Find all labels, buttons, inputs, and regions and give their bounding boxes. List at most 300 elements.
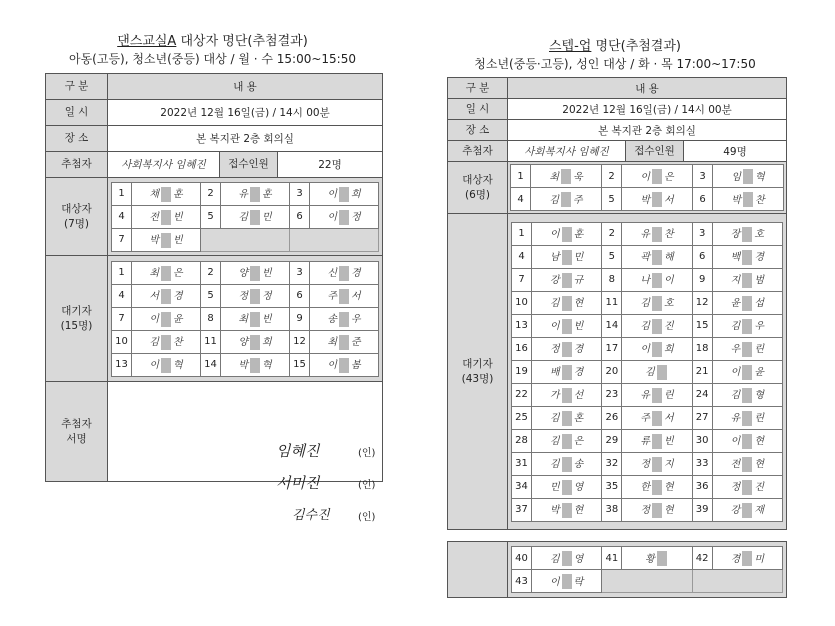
name-last-char: 민 xyxy=(262,212,272,224)
entry-number: 11 xyxy=(602,291,622,314)
name-first-char: 이 xyxy=(549,229,560,241)
redaction-mark xyxy=(742,365,752,380)
name-last-char: 빈 xyxy=(173,235,183,247)
redaction-mark xyxy=(339,210,349,225)
entry-name xyxy=(532,268,602,291)
seal-2: (인) xyxy=(358,479,376,491)
redaction-mark xyxy=(742,503,752,518)
name-last-char: 주 xyxy=(573,194,583,206)
grid-row xyxy=(511,165,784,188)
redaction-mark xyxy=(562,227,572,242)
right-waiting-label: 대기자 (43명) xyxy=(448,214,508,530)
entry-number: 35 xyxy=(602,475,622,498)
redaction-mark xyxy=(562,503,572,518)
redaction-mark xyxy=(250,187,260,202)
redaction-mark xyxy=(339,266,349,281)
name-first-char: 김 xyxy=(238,212,248,224)
redaction-mark xyxy=(250,289,260,304)
right-title-program: 스텝-업 xyxy=(549,39,592,54)
entry-number: 3 xyxy=(693,165,713,188)
entry-number: 5 xyxy=(201,284,221,307)
entry-name xyxy=(712,268,782,291)
entry-number: 2 xyxy=(602,222,622,245)
entry-name xyxy=(532,337,602,360)
name-last-char: 재 xyxy=(754,505,764,517)
entry-name xyxy=(622,314,692,337)
left-title-program: 댄스교실A xyxy=(117,34,177,49)
left-count-label: 접수인원 xyxy=(220,152,278,178)
entry-number: 23 xyxy=(602,383,622,406)
entry-number: 26 xyxy=(602,406,622,429)
name-first-char: 정 xyxy=(238,291,248,303)
name-last-char: 형 xyxy=(754,390,764,402)
grid-row xyxy=(512,570,783,593)
name-last-char: 민 xyxy=(573,252,584,264)
name-first-char: 서 xyxy=(149,291,159,303)
name-first-char: 김 xyxy=(149,337,159,349)
entry-number: 14 xyxy=(201,353,221,376)
name-first-char: 장 xyxy=(730,229,741,241)
redaction-mark xyxy=(339,358,349,373)
redaction-mark xyxy=(743,169,753,184)
entry-name xyxy=(712,314,782,337)
name-last-char: 훈 xyxy=(573,229,584,241)
right-waiting-grid xyxy=(511,222,783,522)
entry-number: 6 xyxy=(692,245,712,268)
entry-name xyxy=(712,547,782,570)
redaction-mark xyxy=(652,388,662,403)
left-selected-grid xyxy=(111,182,379,252)
name-first-char: 김 xyxy=(645,367,655,379)
name-last-char: 정 xyxy=(351,212,361,224)
entry-name xyxy=(310,261,379,284)
entry-name xyxy=(622,452,692,475)
entry-number: 4 xyxy=(112,284,132,307)
redaction-mark xyxy=(562,457,572,472)
grid-row xyxy=(112,330,379,353)
redaction-mark xyxy=(652,457,662,472)
left-drawer-value: 사회복지사 임혜진 xyxy=(108,152,220,178)
entry-number: 1 xyxy=(112,182,132,205)
name-last-char: 봄 xyxy=(351,360,361,372)
entry-number: 4 xyxy=(511,188,531,211)
entry-number: 22 xyxy=(512,383,532,406)
redaction-mark xyxy=(161,266,171,281)
redaction-mark xyxy=(652,192,662,207)
right-title-rest: 명단(추첨결과) xyxy=(591,39,681,54)
entry-number: 16 xyxy=(512,337,532,360)
name-first-char: 민 xyxy=(549,482,560,494)
entry-number: 33 xyxy=(692,452,712,475)
name-last-char: 윤 xyxy=(173,314,183,326)
entry-name xyxy=(310,307,379,330)
name-last-char: 희 xyxy=(663,344,674,356)
name-first-char: 박 xyxy=(549,505,560,517)
entry-name xyxy=(531,188,602,211)
entry-name xyxy=(132,307,201,330)
entry-name xyxy=(132,261,201,284)
entry-name xyxy=(622,406,692,429)
name-first-char: 가 xyxy=(549,390,560,402)
entry-name xyxy=(622,475,692,498)
name-first-char: 정 xyxy=(549,344,560,356)
redaction-mark xyxy=(742,342,752,357)
name-last-char: 훈 xyxy=(173,189,183,201)
redaction-mark xyxy=(339,187,349,202)
entry-name xyxy=(221,284,290,307)
grid-row xyxy=(512,291,783,314)
name-first-char: 정 xyxy=(730,482,741,494)
entry-number: 39 xyxy=(692,498,712,521)
name-first-char: 이 xyxy=(327,189,337,201)
name-last-char: 범 xyxy=(754,275,764,287)
grid-row xyxy=(511,188,784,211)
right-drawer-label: 추첨자 xyxy=(448,141,508,162)
entry-name xyxy=(712,337,782,360)
name-first-char: 한 xyxy=(640,482,650,494)
name-last-char: 희 xyxy=(351,189,361,201)
name-last-char: 우 xyxy=(351,314,361,326)
right-date-value: 2022년 12월 16일(금) / 14시 00분 xyxy=(508,99,787,120)
name-last-char: 현 xyxy=(663,505,674,517)
name-first-char: 박 xyxy=(731,194,741,206)
entry-name xyxy=(712,429,782,452)
name-last-char: 현 xyxy=(754,459,764,471)
left-date-label: 일 시 xyxy=(46,100,108,126)
right-selected-grid xyxy=(510,164,784,211)
name-first-char: 남 xyxy=(549,252,560,264)
right-drawer-value: 사회복지사 임혜진 xyxy=(508,141,626,162)
redaction-mark xyxy=(339,335,349,350)
entry-number: 31 xyxy=(512,452,532,475)
left-count-value: 22명 xyxy=(278,152,383,178)
grid-row xyxy=(512,222,783,245)
entry-name xyxy=(132,353,201,376)
left-waiting-label: 대기자 (15명) xyxy=(46,256,108,382)
signature-2: 서미진 xyxy=(276,473,320,492)
name-last-char: 송 xyxy=(573,459,584,471)
name-last-char: 경 xyxy=(573,367,584,379)
right-header-label: 구 분 xyxy=(448,78,508,99)
entry-name xyxy=(622,268,692,291)
entry-name xyxy=(622,429,692,452)
name-first-char: 이 xyxy=(549,576,560,588)
entry-name xyxy=(132,330,201,353)
entry-name xyxy=(221,307,290,330)
entry-name xyxy=(532,498,602,521)
redaction-mark xyxy=(652,503,662,518)
name-last-char: 서 xyxy=(664,194,674,206)
redaction-mark xyxy=(652,411,662,426)
name-last-char: 린 xyxy=(754,344,764,356)
name-first-char: 황 xyxy=(645,553,655,565)
redaction-mark xyxy=(562,480,572,495)
redaction-mark xyxy=(742,411,752,426)
entry-name xyxy=(531,165,602,188)
name-last-char: 정 xyxy=(262,291,272,303)
redaction-mark xyxy=(339,289,349,304)
entry-number: 8 xyxy=(602,268,622,291)
redaction-mark xyxy=(562,273,572,288)
name-first-char: 강 xyxy=(549,275,560,287)
entry-number: 12 xyxy=(692,291,712,314)
redaction-mark xyxy=(652,319,662,334)
grid-row xyxy=(512,314,783,337)
redaction-mark xyxy=(742,273,752,288)
name-first-char: 유 xyxy=(640,390,650,402)
entry-name xyxy=(622,245,692,268)
name-first-char: 김 xyxy=(549,194,559,206)
entry-number: 5 xyxy=(602,245,622,268)
entry-number: 11 xyxy=(201,330,221,353)
redaction-mark xyxy=(561,192,571,207)
left-waiting-grid xyxy=(111,261,379,377)
grid-row xyxy=(512,383,783,406)
redaction-mark xyxy=(161,289,171,304)
entry-name xyxy=(221,182,290,205)
redaction-mark xyxy=(742,296,752,311)
name-first-char: 경 xyxy=(730,553,741,565)
grid-row xyxy=(112,353,379,376)
name-last-char: 훈 xyxy=(262,189,272,201)
entry-number: 13 xyxy=(512,314,532,337)
name-first-char: 이 xyxy=(640,344,650,356)
right-count-value: 49명 xyxy=(684,141,787,162)
entry-number: 34 xyxy=(512,475,532,498)
redaction-mark xyxy=(161,358,171,373)
name-last-char: 현 xyxy=(573,505,584,517)
right-header-value: 내 용 xyxy=(508,78,787,99)
entry-number: 36 xyxy=(692,475,712,498)
name-first-char: 정 xyxy=(640,459,650,471)
entry-number: 9 xyxy=(692,268,712,291)
name-last-char: 은 xyxy=(664,171,674,183)
name-first-char: 김 xyxy=(730,321,741,333)
seal-1: (인) xyxy=(358,447,376,459)
right-extra-grid xyxy=(511,546,783,593)
entry-name xyxy=(532,222,602,245)
redaction-mark xyxy=(562,411,572,426)
entry-number: 2 xyxy=(201,182,221,205)
empty-cell xyxy=(201,228,290,251)
grid-row xyxy=(112,228,379,251)
grid-row xyxy=(112,182,379,205)
name-first-char: 유 xyxy=(640,229,650,241)
redaction-mark xyxy=(250,210,260,225)
name-last-char: 미 xyxy=(754,553,764,565)
name-first-char: 박 xyxy=(149,235,159,247)
name-first-char: 채 xyxy=(149,189,159,201)
redaction-mark xyxy=(161,233,171,248)
redaction-mark xyxy=(742,319,752,334)
redaction-mark xyxy=(250,312,260,327)
redaction-mark xyxy=(657,551,667,566)
redaction-mark xyxy=(652,342,662,357)
name-first-char: 이 xyxy=(730,367,741,379)
empty-cell xyxy=(692,570,782,593)
entry-number: 12 xyxy=(290,330,310,353)
left-place-value: 본 복지관 2층 회의실 xyxy=(108,126,383,152)
entry-name xyxy=(622,188,693,211)
grid-row xyxy=(512,268,783,291)
redaction-mark xyxy=(250,358,260,373)
name-first-char: 최 xyxy=(327,337,337,349)
entry-number: 10 xyxy=(512,291,532,314)
entry-number: 1 xyxy=(511,165,531,188)
redaction-mark xyxy=(743,192,753,207)
redaction-mark xyxy=(742,551,752,566)
entry-number: 1 xyxy=(512,222,532,245)
grid-row xyxy=(512,245,783,268)
name-last-char: 혁 xyxy=(262,360,272,372)
name-first-char: 최 xyxy=(549,171,559,183)
entry-name xyxy=(532,314,602,337)
entry-name xyxy=(310,330,379,353)
entry-number: 6 xyxy=(290,284,310,307)
name-last-char: 윤 xyxy=(754,367,764,379)
redaction-mark xyxy=(250,266,260,281)
name-last-char: 규 xyxy=(573,275,584,287)
entry-number: 41 xyxy=(602,547,622,570)
name-first-char: 김 xyxy=(549,436,560,448)
name-first-char: 이 xyxy=(149,360,159,372)
entry-number: 14 xyxy=(602,314,622,337)
grid-row xyxy=(512,475,783,498)
entry-name xyxy=(132,228,201,251)
name-last-char: 영 xyxy=(573,553,584,565)
entry-name xyxy=(712,245,782,268)
entry-number: 10 xyxy=(112,330,132,353)
entry-number: 28 xyxy=(512,429,532,452)
name-first-char: 이 xyxy=(730,436,741,448)
entry-name xyxy=(713,188,784,211)
entry-number: 18 xyxy=(692,337,712,360)
left-drawer-label: 추첨자 xyxy=(46,152,108,178)
entry-number: 6 xyxy=(693,188,713,211)
empty-cell xyxy=(290,228,379,251)
entry-name xyxy=(221,261,290,284)
name-first-char: 배 xyxy=(549,367,560,379)
signature-1: 임혜진 xyxy=(276,441,320,460)
name-last-char: 혼 xyxy=(573,413,584,425)
name-first-char: 김 xyxy=(549,298,560,310)
name-last-char: 준 xyxy=(351,337,361,349)
name-last-char: 해 xyxy=(663,252,674,264)
entry-name xyxy=(532,406,602,429)
entry-name xyxy=(532,291,602,314)
entry-number: 7 xyxy=(112,307,132,330)
right-count-label: 접수인원 xyxy=(626,141,684,162)
name-last-char: 호 xyxy=(754,229,764,241)
entry-name xyxy=(712,360,782,383)
name-first-char: 전 xyxy=(149,212,159,224)
name-last-char: 경 xyxy=(173,291,183,303)
name-first-char: 유 xyxy=(238,189,248,201)
redaction-mark xyxy=(652,169,662,184)
entry-number: 40 xyxy=(512,547,532,570)
name-last-char: 빈 xyxy=(262,268,272,280)
name-last-char: 선 xyxy=(573,390,584,402)
left-title xyxy=(45,30,380,49)
entry-name xyxy=(712,406,782,429)
redaction-mark xyxy=(742,480,752,495)
right-continuation-table xyxy=(447,541,787,598)
entry-number: 5 xyxy=(201,205,221,228)
entry-name xyxy=(310,353,379,376)
entry-name xyxy=(622,165,693,188)
name-last-char: 경 xyxy=(351,268,361,280)
name-first-char: 전 xyxy=(730,459,741,471)
entry-number: 7 xyxy=(512,268,532,291)
entry-number: 3 xyxy=(290,182,310,205)
name-last-char: 욱 xyxy=(573,171,583,183)
name-last-char: 경 xyxy=(754,252,764,264)
entry-number: 17 xyxy=(602,337,622,360)
redaction-mark xyxy=(652,227,662,242)
entry-number: 5 xyxy=(602,188,622,211)
entry-number: 7 xyxy=(112,228,132,251)
name-first-char: 윤 xyxy=(730,298,741,310)
seal-3: (인) xyxy=(358,511,376,523)
entry-number: 13 xyxy=(112,353,132,376)
grid-row xyxy=(112,261,379,284)
entry-name xyxy=(712,475,782,498)
entry-number: 21 xyxy=(692,360,712,383)
entry-name xyxy=(712,291,782,314)
redaction-mark xyxy=(742,434,752,449)
name-first-char: 곽 xyxy=(640,252,650,264)
left-selected-label: 대상자 (7명) xyxy=(46,178,108,256)
entry-number: 15 xyxy=(692,314,712,337)
name-first-char: 주 xyxy=(640,413,650,425)
entry-name xyxy=(622,360,692,383)
entry-name xyxy=(532,452,602,475)
name-last-char: 지 xyxy=(663,459,674,471)
redaction-mark xyxy=(742,388,752,403)
name-first-char: 양 xyxy=(238,268,248,280)
entry-number: 32 xyxy=(602,452,622,475)
name-first-char: 백 xyxy=(730,252,741,264)
name-first-char: 김 xyxy=(640,321,650,333)
grid-row xyxy=(512,547,783,570)
redaction-mark xyxy=(562,250,572,265)
entry-number: 3 xyxy=(290,261,310,284)
entry-number: 43 xyxy=(512,570,532,593)
redaction-mark xyxy=(161,335,171,350)
entry-name xyxy=(532,547,602,570)
right-place-value: 본 복지관 2층 회의실 xyxy=(508,120,787,141)
name-last-char: 빈 xyxy=(262,314,272,326)
redaction-mark xyxy=(562,342,572,357)
entry-number: 27 xyxy=(692,406,712,429)
name-first-char: 양 xyxy=(238,337,248,349)
name-first-char: 정 xyxy=(640,505,650,517)
entry-number: 9 xyxy=(290,307,310,330)
redaction-mark xyxy=(562,296,572,311)
grid-row xyxy=(512,337,783,360)
entry-name xyxy=(712,222,782,245)
redaction-mark xyxy=(339,312,349,327)
name-last-char: 빈 xyxy=(663,436,674,448)
right-subtitle: 청소년(중등·고등), 성인 대상 / 화 · 목 17:00~17:50 xyxy=(474,57,756,71)
name-last-char: 섭 xyxy=(754,298,764,310)
left-form-table xyxy=(45,73,383,523)
right-place-label: 장 소 xyxy=(448,120,508,141)
entry-name xyxy=(310,205,379,228)
grid-row xyxy=(512,429,783,452)
name-last-char: 은 xyxy=(173,268,183,280)
entry-name xyxy=(622,498,692,521)
